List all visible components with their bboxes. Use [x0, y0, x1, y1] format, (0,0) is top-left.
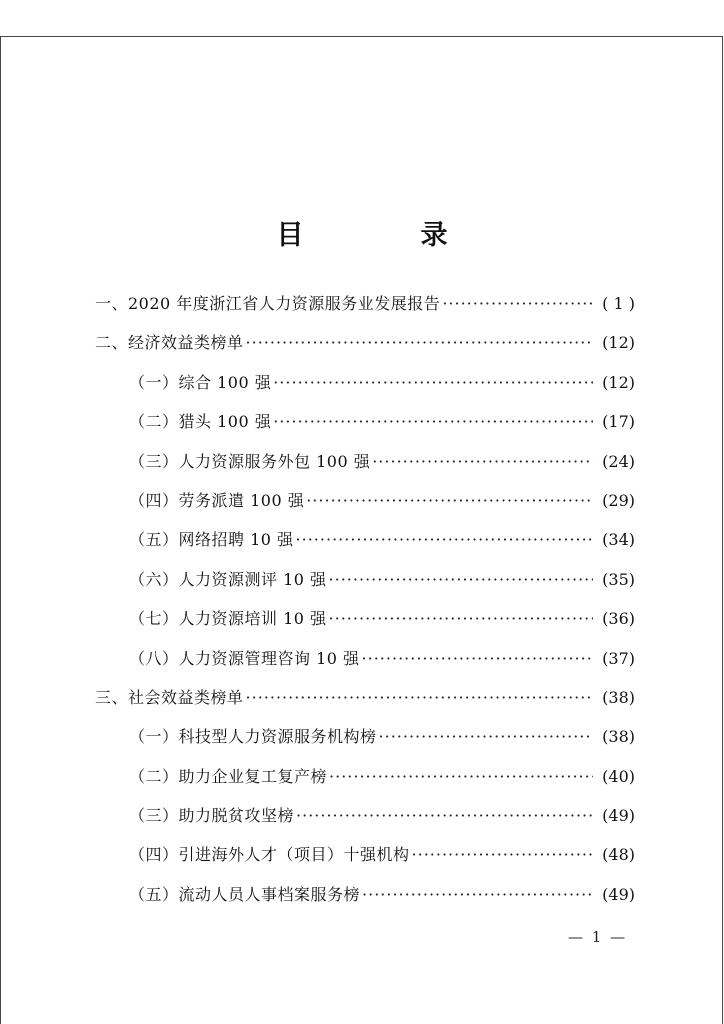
toc-entry-label: （四）引进海外人才（项目）十强机构: [129, 845, 410, 865]
toc-subentry[interactable]: [95, 724, 635, 763]
toc-entry-label: （七）人力资源培训 10 强: [129, 609, 327, 629]
page-title: 目 录: [276, 220, 493, 251]
toc-entry-page: (49): [602, 884, 635, 904]
toc-entry[interactable]: [95, 291, 635, 330]
toc-dot-leader: [329, 609, 593, 628]
toc-subentry[interactable]: [95, 646, 635, 685]
toc-entry-page: (24): [602, 451, 635, 471]
toc-entry[interactable]: [95, 330, 635, 369]
toc-entry-label: （六）人力资源测评 10 强: [129, 569, 327, 589]
page-number: — 1 —: [568, 928, 628, 946]
toc-subentry[interactable]: [95, 606, 635, 645]
toc-entry-label: （一）科技型人力资源服务机构榜: [129, 727, 377, 747]
toc-subentry[interactable]: [95, 803, 635, 842]
toc-entry-page: (35): [602, 569, 635, 589]
toc-entry-page: (40): [602, 766, 635, 786]
toc-dot-leader: [246, 688, 593, 707]
page-border-left: [0, 36, 1, 1024]
toc-entry-page: (38): [602, 687, 635, 707]
toc-dot-leader: [329, 767, 593, 786]
toc-subentry[interactable]: [95, 527, 635, 566]
toc-entry-page: (37): [602, 648, 635, 668]
toc-entry-page: ( 1 ): [602, 294, 635, 313]
toc-entry-page: (12): [602, 372, 635, 392]
toc-entry-label: （二）助力企业复工复产榜: [129, 766, 328, 786]
toc-entry[interactable]: [95, 685, 635, 724]
toc-dot-leader: [412, 845, 593, 864]
toc-dot-leader: [362, 649, 593, 668]
toc-subentry[interactable]: [95, 764, 635, 803]
toc-entry-label: （四）劳务派遣 100 强: [129, 490, 305, 510]
toc-dot-leader: [296, 806, 593, 825]
page-border-right: [722, 36, 723, 1024]
toc-entry-label: （五）流动人员人事档案服务榜: [129, 884, 361, 904]
table-of-contents: [95, 291, 635, 921]
toc-subentry[interactable]: [95, 370, 635, 409]
toc-entry-label: （八）人力资源管理咨询 10 强: [129, 648, 360, 668]
toc-dot-leader: [442, 294, 593, 313]
toc-entry-label: （二）猎头 100 强: [129, 412, 272, 432]
toc-entry-label: （三）人力资源服务外包 100 强: [129, 451, 371, 471]
toc-dot-leader: [306, 491, 593, 510]
toc-dot-leader: [296, 530, 593, 549]
toc-subentry[interactable]: [95, 842, 635, 881]
toc-entry-page: (49): [602, 806, 635, 826]
toc-dot-leader: [246, 333, 593, 352]
toc-entry-page: (29): [602, 490, 635, 510]
toc-entry-page: (17): [602, 412, 635, 432]
toc-dot-leader: [273, 373, 593, 392]
toc-dot-leader: [329, 570, 593, 589]
toc-dot-leader: [379, 727, 593, 746]
toc-dot-leader: [372, 452, 593, 471]
toc-entry-page: (48): [602, 845, 635, 865]
toc-entry-label: （一）综合 100 强: [129, 372, 272, 392]
toc-entry-label: （五）网络招聘 10 强: [129, 530, 294, 550]
toc-subentry[interactable]: [95, 567, 635, 606]
toc-dot-leader: [273, 412, 593, 431]
toc-entry-page: (12): [602, 333, 635, 353]
toc-entry-label: 一、2020 年度浙江省人力资源服务业发展报告: [95, 294, 441, 313]
toc-entry-page: (34): [602, 530, 635, 550]
toc-entry-page: (36): [602, 609, 635, 629]
toc-subentry[interactable]: [95, 409, 635, 448]
toc-subentry[interactable]: [95, 882, 635, 921]
toc-entry-label: 三、社会效益类榜单: [95, 687, 244, 707]
toc-dot-leader: [362, 885, 593, 904]
toc-subentry[interactable]: [95, 488, 635, 527]
toc-entry-label: （三）助力脱贫攻坚榜: [129, 806, 295, 826]
toc-entry-page: (38): [602, 727, 635, 747]
toc-entry-label: 二、经济效益类榜单: [95, 333, 244, 353]
page-border-top: [0, 36, 722, 37]
toc-subentry[interactable]: [95, 449, 635, 488]
